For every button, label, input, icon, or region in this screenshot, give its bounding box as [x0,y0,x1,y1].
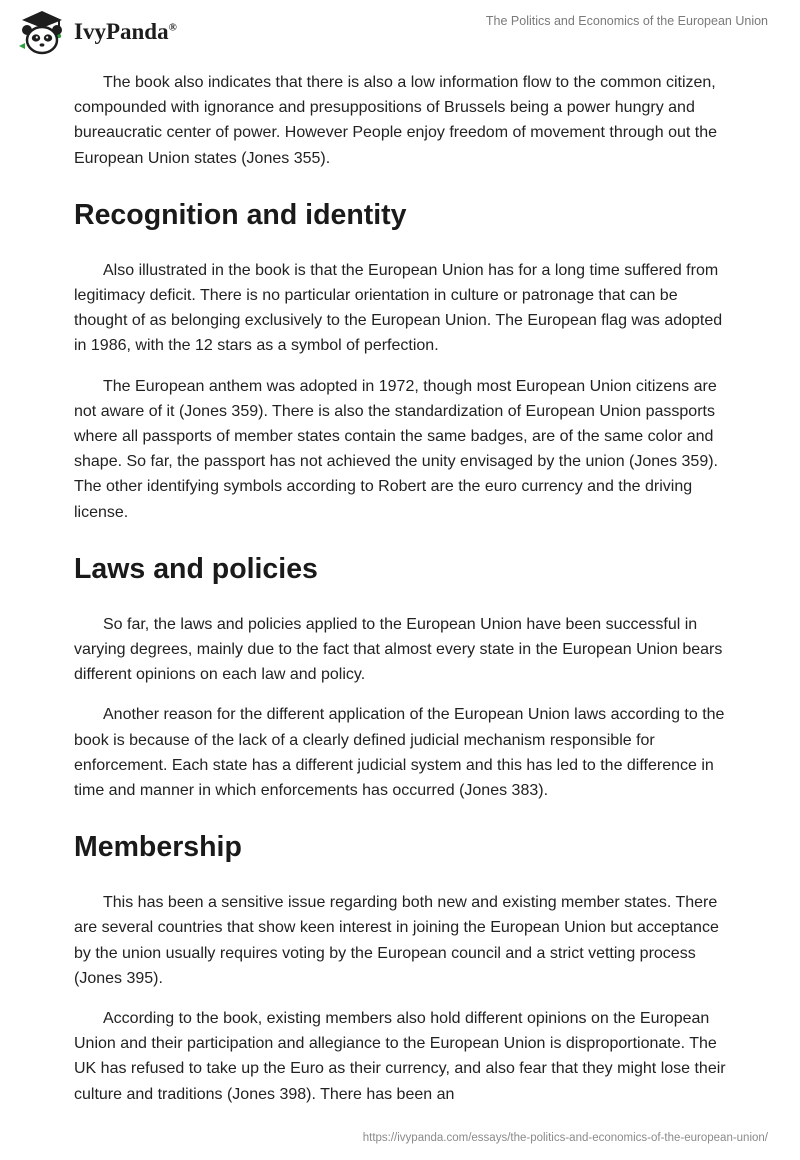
paragraph: Also illustrated in the book is that the European Union has for a long time suffered from legitimacy deficit. There is no particular orientation in culture or patronage that can be thought of as belonging exclusively to the European Union. The European flag was adopted in 1986, with the 12 stars as a symbol of perfection. [74,261,723,355]
paragraph: The book also indicates that there is also a low information flow to the common citizen, compounded with ignorance and presuppositions of Brussels being a power hungry and bureaucratic center of power. However People enjoy freedom of movement through out the European Union states (Jones 355). [74,74,718,167]
ivypanda-logo[interactable] [16,8,177,56]
paragraph: According to the book, existing members also hold different opinions on the European Union and their participation and allegiance to the European Union is disproportionate. The UK has refused to take up the Euro as their currency, and also fear that they might lose their culture and traditions (Jones 398). There has been an [74,1010,726,1103]
section-heading: Recognition and identity [74,198,407,231]
paragraph: This has been a sensitive issue regarding both new and existing member states. There are several countries that show keen interest in joining the European Union but acceptance by the union usually requires voting by the European council and a strict vetting process (Jones 395). [74,894,719,987]
section-heading: Laws and policies [74,552,318,585]
section-heading: Membership [74,831,242,864]
document-title: The Politics and Economics of the European Union [485,14,768,28]
source-url[interactable]: https://ivypanda.com/essays/the-politics-and-economics-of-the-european-union/ [362,1132,768,1144]
essay-content [74,70,728,1122]
logo-text: IvyPanda® [74,19,177,44]
paragraph: The European anthem was adopted in 1972, though most European Union citizens are not aware of it (Jones 359). There is also the standardization of European Union passports where all passports of member states contain the same badges, are of the same color and shape. So far, the passport has not achieved the unity envisaged by the union (Jones 359). The other identifying symbols according to Robert are the euro currency and the driving license. [74,377,718,521]
paragraph: So far, the laws and policies applied to the European Union have been successful in varying degrees, mainly due to the fact that almost every state in the European Union bears different opinions on each law and policy. [74,615,723,684]
paragraph: Another reason for the different application of the European Union laws according to the book is because of the lack of a clearly defined judicial mechanism responsible for enforcement. Each state has a different judicial system and this has led to the difference in time and manner in which enforcements has occurred (Jones 383). [74,706,725,800]
panda-graduate-icon [16,8,68,56]
